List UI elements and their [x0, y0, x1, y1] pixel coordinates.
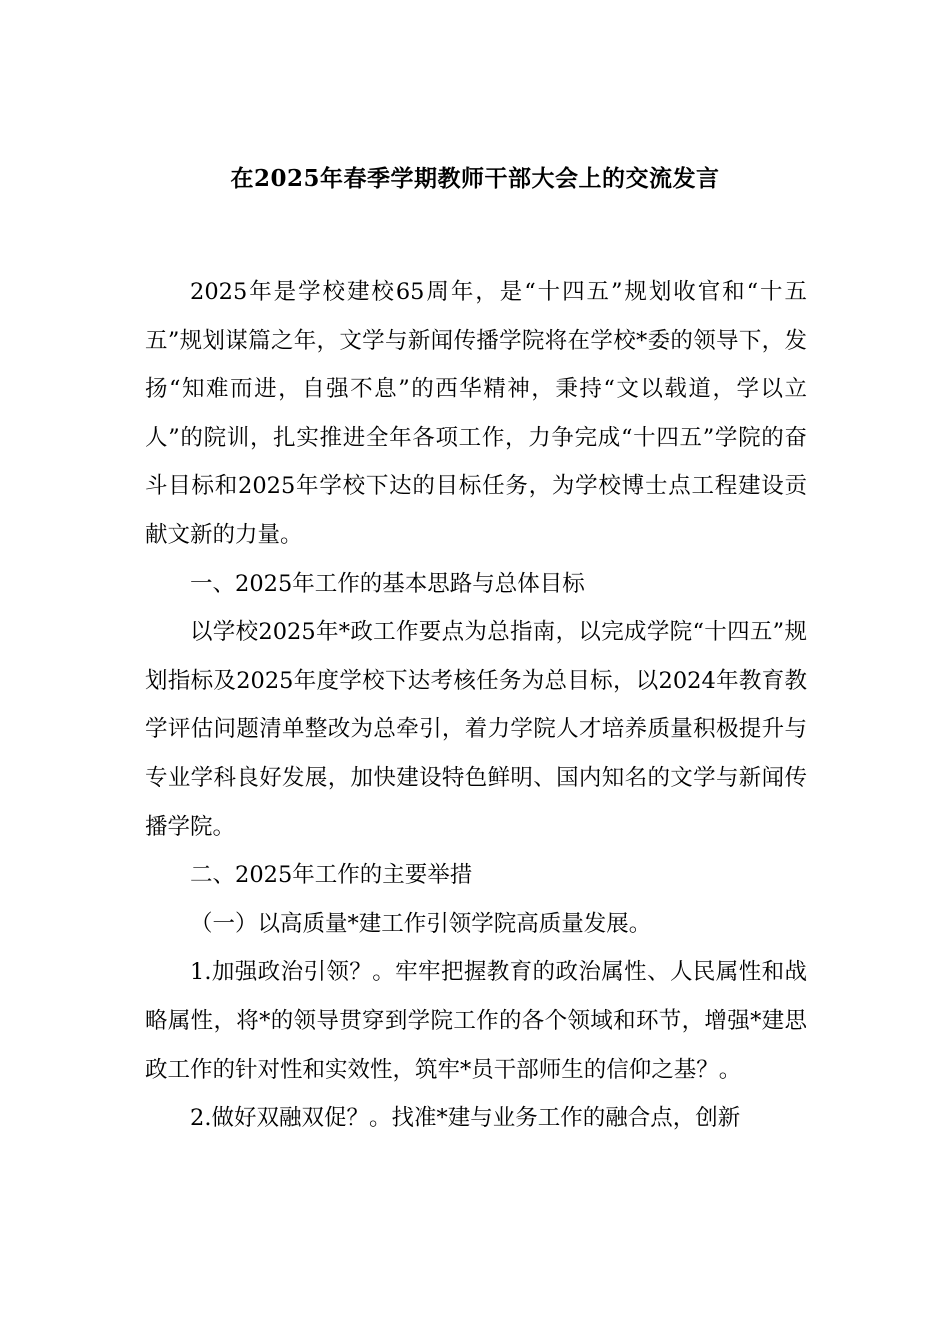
paragraph-item-2: 2.做好双融双促？。找准*建与业务工作的融合点，创新 — [190, 1105, 741, 1132]
subsection-heading-1: （一）以高质量*建工作引领学院高质量发展。 — [190, 910, 652, 937]
document-title: 在2025年春季学期教师干部大会上的交流发言 — [230, 165, 720, 192]
section-heading-2: 二、2025年工作的主要举措 — [190, 862, 473, 889]
paragraph-section-1: 以学校2025年*政工作要点为总指南，以完成学院“十四五”规划指标及2025年度学校下达考核任务为总目标，以2024年教育教学评估问题清单整改为总牵引，着力学院人才培养质量积极提升与专业学科良好发展，加快建设特色鲜明、国内知名的文学与新闻传播学院。 — [145, 619, 807, 840]
paragraph-intro: 2025年是学校建校65周年，是“十四五”规划收官和“十五五”规划谋篇之年，文学与新闻传播学院将在学校*委的领导下，发扬“知难而进，自强不息”的西华精神，秉持“文以载道，学以立人”的院训，扎实推进全年各项工作，力争完成“十四五”学院的奋斗目标和2025年学校下达的目标任务，为学校博士点工程建设贡献文新的力量。 — [145, 279, 807, 548]
document-body — [145, 268, 807, 1143]
paragraph-item-1: 1.加强政治引领？。牢牢把握教育的政治属性、人民属性和战略属性，将*的领导贯穿到学院工作的各个领域和环节，增强*建思政工作的针对性和实效性，筑牢*员干部师生的信仰之基？。 — [145, 959, 807, 1083]
section-heading-1: 一、2025年工作的基本思路与总体目标 — [190, 570, 585, 597]
